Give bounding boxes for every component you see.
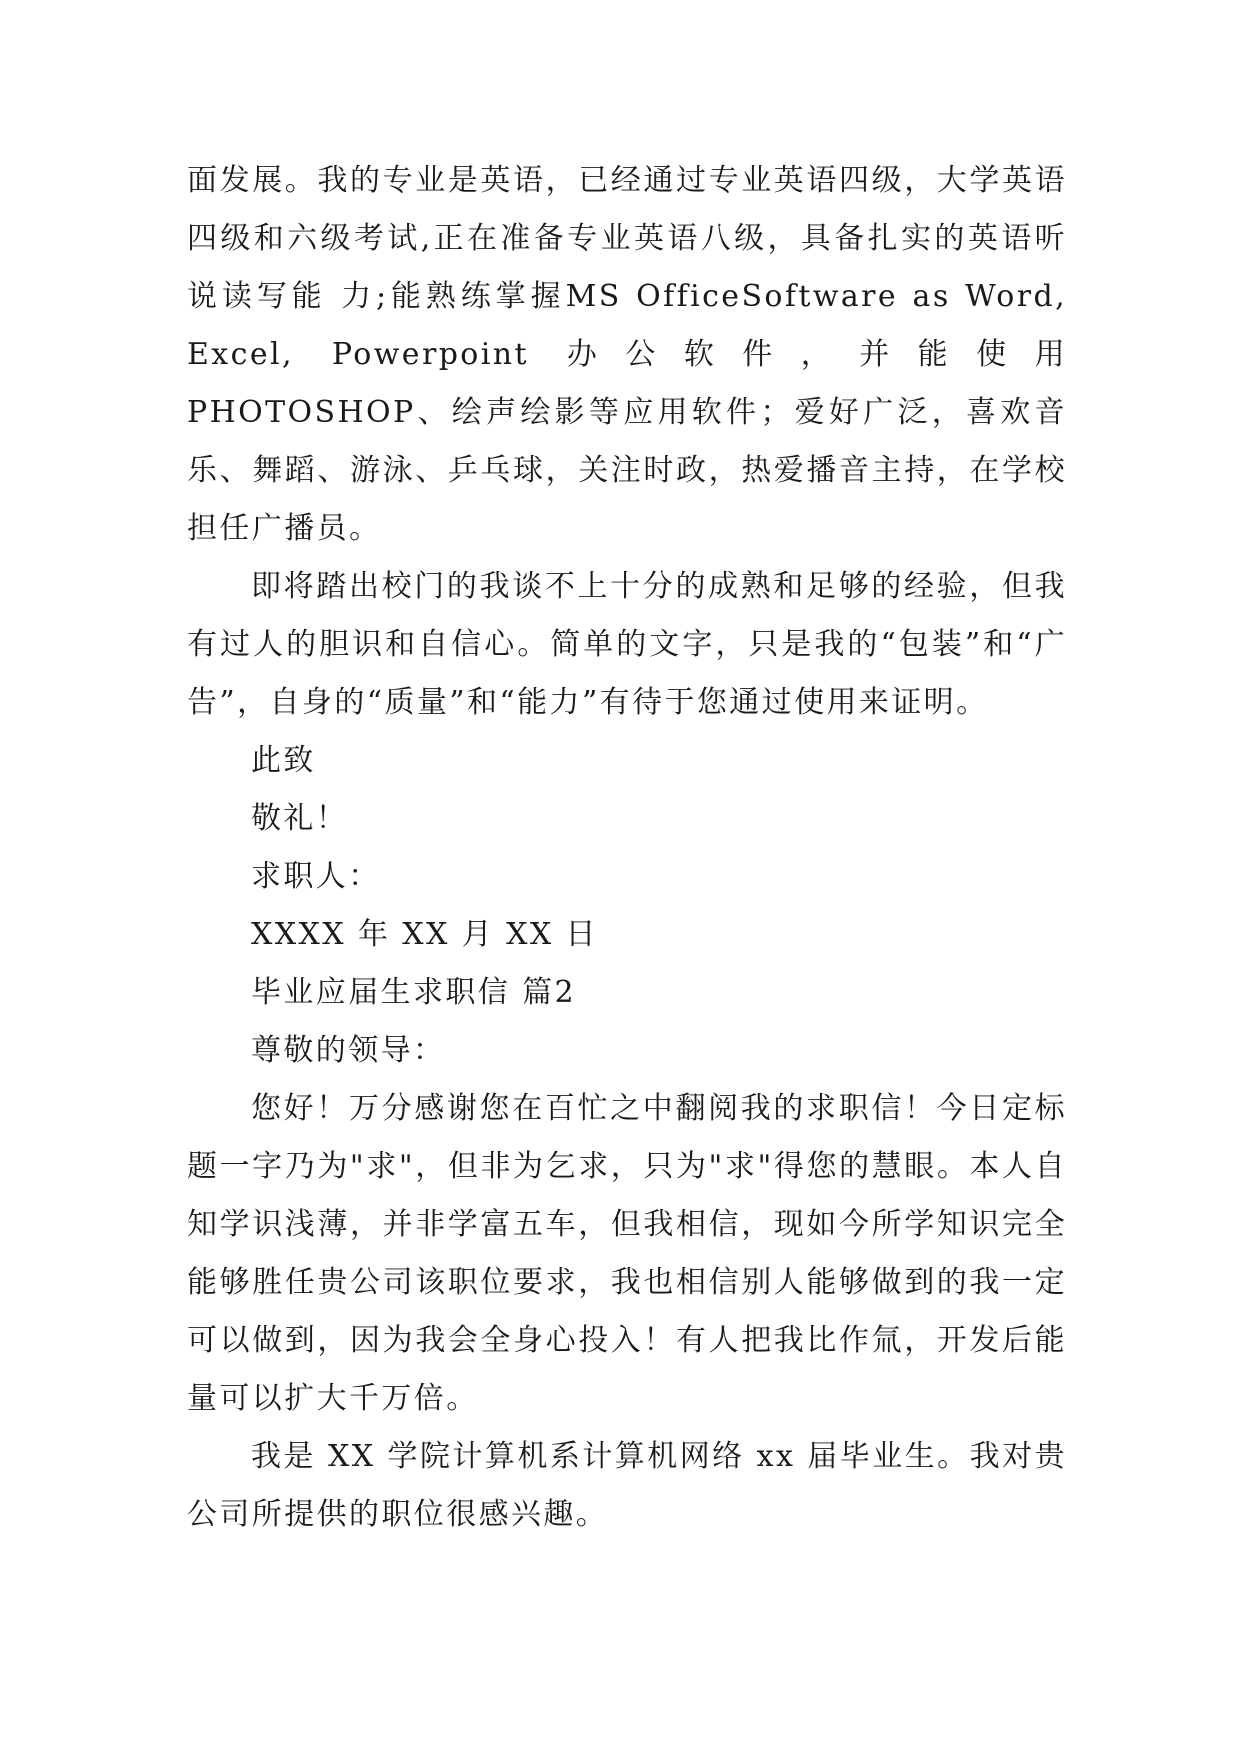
- applicant-label: 求职人：: [251, 859, 381, 894]
- greeting: 尊敬的领导：: [251, 1033, 446, 1068]
- paragraph-confidence: 即将踏出校门的我谈不上十分的成熟和足够的经验，但我有过人的胆识和自信心。简单的文字，只是我的“包装”和“广告”，自身的“质量”和“能力”有待于您通过使用来证明。: [187, 569, 1067, 720]
- document-body: [187, 152, 1067, 1544]
- closing-salutation: 此致: [251, 743, 316, 778]
- paragraph-background: 我是 XX 学院计算机系计算机网络 xx 届毕业生。我对贵公司所提供的职位很感兴趣。: [187, 1439, 1067, 1532]
- letter-date: XXXX 年 XX 月 XX 日: [251, 917, 598, 952]
- closing-regards: 敬礼！: [251, 801, 349, 836]
- paragraph-self-intro: 面发展。我的专业是英语，已经通过专业英语四级，大学英语四级和六级考试,正在准备专业英语八级，具备扎实的英语听说读写能 力;能熟练掌握MS OfficeSoftware as Word, Excel, Powerpoint 办公软件，并能使用 PHOTOSHOP、绘声绘影等应用软件；爱好广泛，喜欢音乐、舞蹈、游泳、乒乓球，关注时政，热爱播音主持，在学校担任广播员。: [187, 163, 1067, 546]
- paragraph-opening: 您好！万分感谢您在百忙之中翻阅我的求职信！今日定标题一字乃为"求"，但非为乞求，只为"求"得您的慧眼。本人自知学识浅薄，并非学富五车，但我相信，现如今所学知识完全能够胜任贵公司该职位要求，我也相信别人能够做到的我一定可以做到，因为我会全身心投入！有人把我比作氚，开发后能量可以扩大千万倍。: [187, 1091, 1067, 1416]
- section-title: 毕业应届生求职信 篇2: [251, 975, 577, 1010]
